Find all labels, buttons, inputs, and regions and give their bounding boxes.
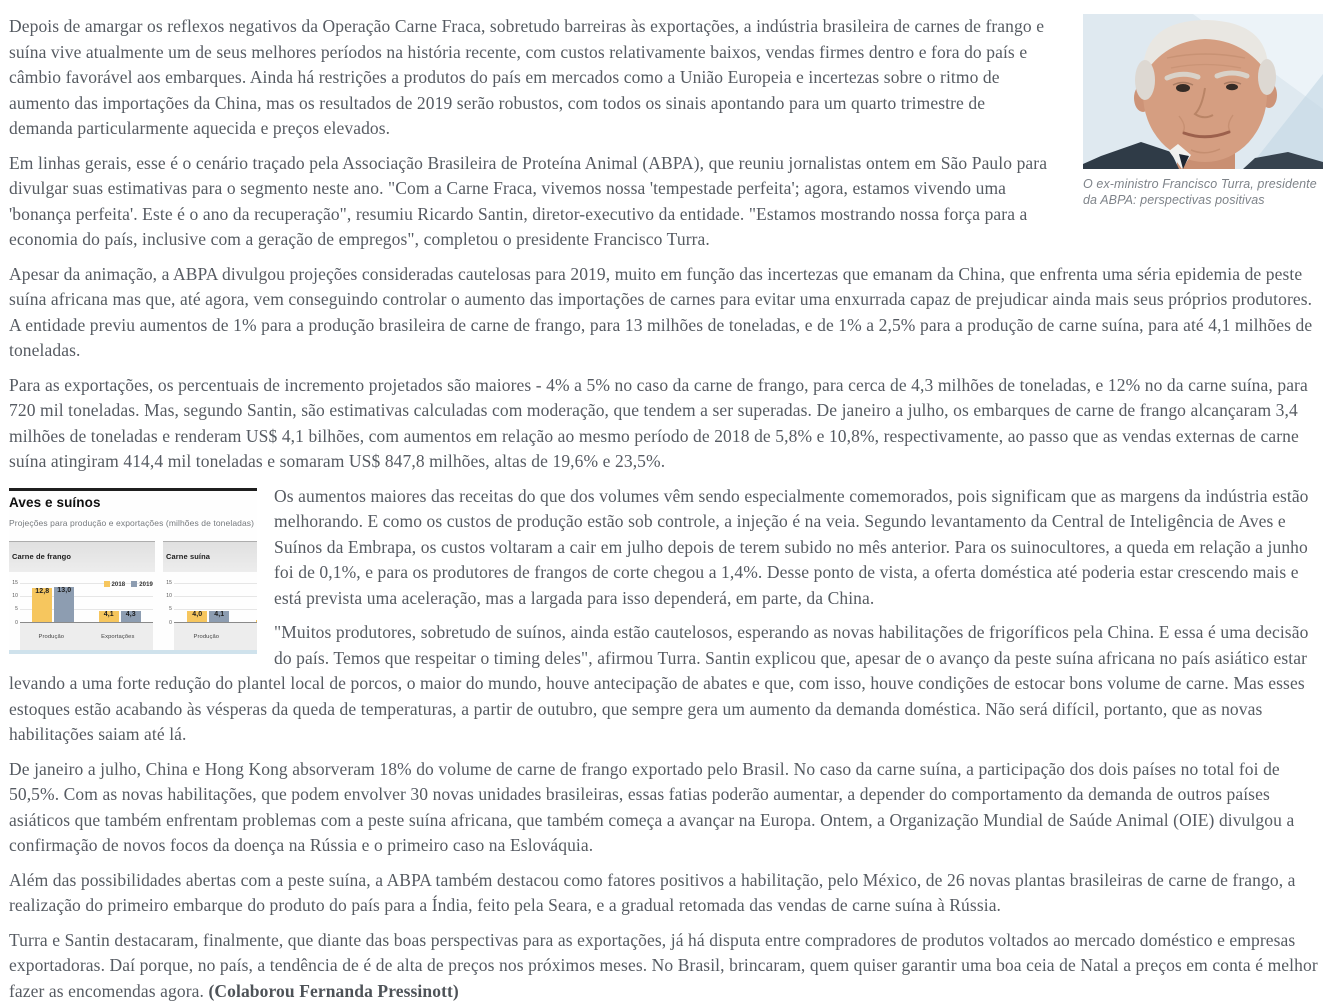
category-label: Produção — [39, 625, 65, 651]
category-label: Produção — [194, 625, 220, 651]
axis-tick: 5 — [9, 606, 18, 612]
paragraph-3: Apesar da animação, a ABPA divulgou projeções consideradas cautelosas para 2019, muito em função das incertezas que emanam da China, que enfrenta uma séria epidemia de peste suína africana mas que, até agora, vem conseguindo controlar o aumento das importações de carnes para evitar uma enxurrada capaz de prejudicar ainda mais seus próprios produtores. A entidade previu aumentos de 1% para a produção brasileira de carne de frango, para 13 milhões de toneladas, e de 1% a 2,5% para a produção de carne suína, para até 4,1 milhões de toneladas. — [9, 262, 1326, 364]
chart-plot — [20, 583, 153, 623]
axis-tick: 0 — [9, 620, 18, 626]
paragraph-9 — [9, 928, 1326, 1004]
chart-panel-carne-de-frango — [9, 541, 155, 652]
paragraph-7: De janeiro a julho, China e Hong Kong absorveram 18% do volume de carne de frango exportado pelo Brasil. No caso da carne suína, a participação dos dois países no total foi de 50,5%. Com as novas habilitações, que podem envolver 30 novas unidades brasileiras, essas fatias poderão aumentar, a depender do comportamento da demanda de outros países asiáticos que também enfrentam problemas com a peste suína africana, que também começa a avançar na Europa. Ontem, a Organização Mundial de Saúde Animal (OIE) divulgou a confirmação de novos focos da doença na Rússia e o primeiro caso na Eslováquia. — [9, 757, 1326, 859]
bar-group — [187, 611, 229, 622]
axis-tick: 5 — [162, 606, 172, 612]
bar-value-label: 4,1 — [104, 602, 114, 628]
chart-bar — [32, 588, 52, 622]
chart-bar — [209, 611, 229, 622]
chart-panel-carne-suina — [163, 541, 257, 652]
chart-panel-header: Carne de frango — [9, 541, 155, 572]
bar-value-label: 4,3 — [126, 602, 136, 628]
article-photo — [1083, 14, 1323, 208]
paragraph-2: Em linhas gerais, esse é o cenário traçado pela Associação Brasileira de Proteína Animal (ABPA), que reuniu jornalistas ontem em São Paulo para divulgar suas estimativas para o segmento neste ano. "Com a Carne Fraca, vivemos nossa 'tempestade perfeita'; agora, estamos vivendo uma 'bonança perfeita'. Este é o ano da recuperação", resumiu Ricardo Santin, diretor-executivo da entidade. "Estamos mostrando nossa força para a economia do país, inclusive com a geração de empregos", completou o presidente Francisco Turra. — [9, 151, 1326, 253]
chart-title: Aves e suínos — [9, 495, 257, 510]
axis-tick: 10 — [162, 593, 172, 599]
legend-label: 2018 — [112, 582, 126, 588]
bar-group — [32, 587, 74, 622]
paragraph-5: Os aumentos maiores das receitas do que dos volumes vêm sendo especialmente comemorados, pois significam que as margens da indústria estão melhorando. E como os custos de produção estão sob controle, a injeção é na veia. Segundo levantamento da Central de Inteligência de Aves e Suínos da Embrapa, os custos voltaram a cair em julho depois de terem subido no mês anterior. Para os suinocultores, a queda em relação a junho foi de 0,1%, e para os produtores de frangos de corte chegou a 1,4%. Desse ponto de vista, a oferta doméstica até poderia estar crescendo mais e está prevista uma aceleração, mas a largada para isso dependerá, em parte, da China. — [9, 484, 1326, 612]
bar-value-label: 4,1 — [214, 602, 224, 628]
bar-value-label: 13,0 — [57, 578, 71, 604]
chart-panels — [9, 541, 257, 652]
bar-value-label: 12,8 — [35, 579, 49, 605]
chart-bar-area — [174, 583, 257, 622]
chart-bar — [256, 620, 257, 622]
chart-plot — [174, 583, 257, 623]
chart-subtitle: Projeções para produção e exportações (milhões de toneladas) — [9, 511, 257, 537]
axis-tick: 15 — [9, 580, 18, 586]
photo-caption: O ex-ministro Francisco Turra, presidente da ABPA: perspectivas positivas — [1083, 176, 1323, 208]
paragraph-4: Para as exportações, os percentuais de incremento projetados são maiores - 4% a 5% no caso da carne de frango, para cerca de 4,3 milhões de toneladas, e 12% no da carne suína, para 720 mil toneladas. Mas, segundo Santin, são estimativas calculadas com moderação, que tendem a ser superadas. De janeiro a julho, os embarques de carne de frango alcançaram 3,4 milhões de toneladas e renderam US$ 4,1 bilhões, com aumentos em relação ao mesmo período de 2018 de 5,8% e 10,8%, respectivamente, ao passo que as vendas externas de carne suína atingiram 414,4 mil toneladas e somaram US$ 847,8 milhões, altas de 19,6% e 23,5%. — [9, 373, 1326, 475]
axis-tick: 10 — [9, 593, 18, 599]
byline: (Colaborou Fernanda Pressinott) — [208, 981, 458, 1001]
category-label: Exportações — [101, 625, 134, 651]
legend-label: 2019 — [139, 582, 153, 588]
chart-bar — [187, 611, 207, 622]
chart-top-rule — [9, 488, 257, 491]
paragraph-8: Além das possibilidades abertas com a peste suína, a ABPA também destacou como fatores positivos a habilitação, pelo México, de 26 novas plantas brasileiras de carne de frango, a realização do primeiro embarque do produto do país para a Índia, feito pela Seara, e a gradual retomada das vendas de carne suína à Rússia. — [9, 868, 1326, 919]
bar-value-label: 4,0 — [192, 602, 202, 628]
infographic-content — [9, 488, 257, 654]
chart-bar-area — [20, 583, 153, 622]
paragraph-6: "Muitos produtores, sobretudo de suínos, ainda estão cautelosos, esperando as novas habilitações de frigoríficos pela China. E essa é uma decisão do país. Temos que respeitar o timing deles", afirmou Turra. Santin explicou que, apesar de o avanço da peste suína africana no país asiático estar levando a uma forte redução do plantel local de porcos, o maior do mundo, houve antecipação de abates e que, com isso, houve condições de estocar bons volume de carne. Mas esses estoques estão acabando às vésperas da queda de temperaturas, a partir de outubro, que sempre gera um aumento da demanda doméstica. Não será difícil, portanto, que as novas habilitações saiam até lá. — [9, 620, 1326, 748]
portrait-photo-francisco-turra — [1083, 14, 1323, 169]
axis-tick: 0 — [162, 620, 172, 626]
bar-group — [256, 620, 257, 622]
paragraph-1: Depois de amargar os reflexos negativos da Operação Carne Fraca, sobretudo barreiras às exportações, a indústria brasileira de carnes de frango e suína vive atualmente um de seus melhores períodos na história recente, com custos relativamente baixos, vendas firmes dentro e fora do país e câmbio favorável aos embarques. Ainda há restrições a produtos do país em mercados como a União Europeia e incertezas sobre o ritmo de aumento das importações da China, mas os resultados de 2019 serão robustos, com todos os sinais apontando para um quarto trimestre de demanda particularmente aquecida e preços elevados. — [9, 14, 1326, 142]
infographic-aves-e-suinos — [9, 488, 257, 654]
axis-tick: 15 — [162, 580, 172, 586]
chart-bar — [99, 611, 119, 622]
chart-bar — [54, 587, 74, 622]
paragraph-9-text: Turra e Santin destacaram, finalmente, que diante das boas perspectivas para as exportações, já há disputa entre compradores de produtos voltados ao mercado doméstico e empresas exportadoras. Daí porque, no país, a tendência de é de alta de preços nos próximos meses. No Brasil, brincaram, quem quiser garantir uma boa ceia de Natal a preços em conta é melhor fazer as encomendas agora. — [9, 930, 1318, 1001]
chart-bar — [121, 611, 141, 622]
bar-group — [99, 611, 141, 622]
chart-panel-header: Carne suína — [163, 541, 257, 572]
